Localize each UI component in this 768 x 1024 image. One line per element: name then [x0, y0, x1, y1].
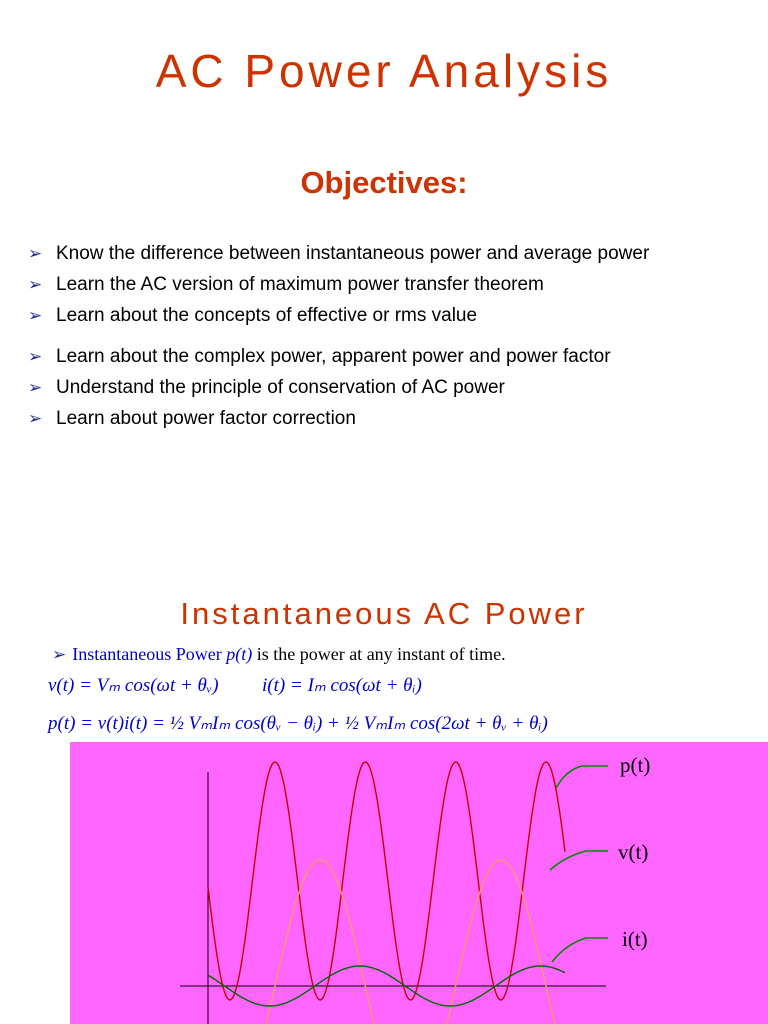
- arrow-bullet-icon: ➢: [28, 275, 43, 294]
- definition-rest: is the power at any instant of time.: [256, 644, 506, 664]
- slide-title: AC Power Analysis: [155, 45, 613, 97]
- list-item: ➢ Learn about the complex power, apparent power and power factor: [28, 341, 758, 372]
- i-label: i(t): [622, 927, 648, 951]
- v-label: v(t): [618, 840, 649, 864]
- i-pointer-arrow: [552, 938, 608, 962]
- arrow-bullet-icon: ➢: [28, 347, 43, 366]
- p-curve: [208, 762, 565, 1000]
- list-item: ➢ Learn about power factor correction: [28, 403, 758, 434]
- power-equation: p(t) = v(t)i(t) = ½ VₘIₘ cos(θᵥ − θᵢ) + ½ VₘIₘ cos(2ωt + θᵥ + θᵢ): [48, 713, 548, 734]
- voltage-equation: v(t) = Vₘ cos(ωt + θᵥ): [48, 675, 219, 696]
- list-item: ➢ Learn the AC version of maximum power transfer theorem: [28, 269, 758, 300]
- arrow-bullet-icon: ➢: [28, 244, 43, 263]
- arrow-bullet-icon: ➢: [52, 645, 67, 664]
- list-item: ➢ Learn about the concepts of effective or rms value: [28, 300, 758, 331]
- p-pointer-arrow: [556, 766, 608, 788]
- arrow-bullet-icon: ➢: [28, 378, 43, 397]
- arrow-bullet-icon: ➢: [28, 306, 43, 325]
- definition-symbol: p(t): [226, 644, 253, 664]
- definition-lead: Instantaneous Power: [72, 644, 222, 664]
- v-pointer-arrow: [550, 851, 608, 870]
- arrow-bullet-icon: ➢: [28, 409, 43, 428]
- current-equation: i(t) = Iₘ cos(ωt + θᵢ): [262, 675, 422, 696]
- v-curve: [208, 860, 565, 1024]
- list-item: ➢ Understand the principle of conservation of AC power: [28, 372, 758, 403]
- section-title: Instantaneous AC Power: [180, 596, 588, 631]
- objectives-heading: Objectives:: [300, 165, 468, 200]
- list-item: ➢ Know the difference between instantaneous power and average power: [28, 238, 758, 269]
- p-label: p(t): [620, 753, 651, 777]
